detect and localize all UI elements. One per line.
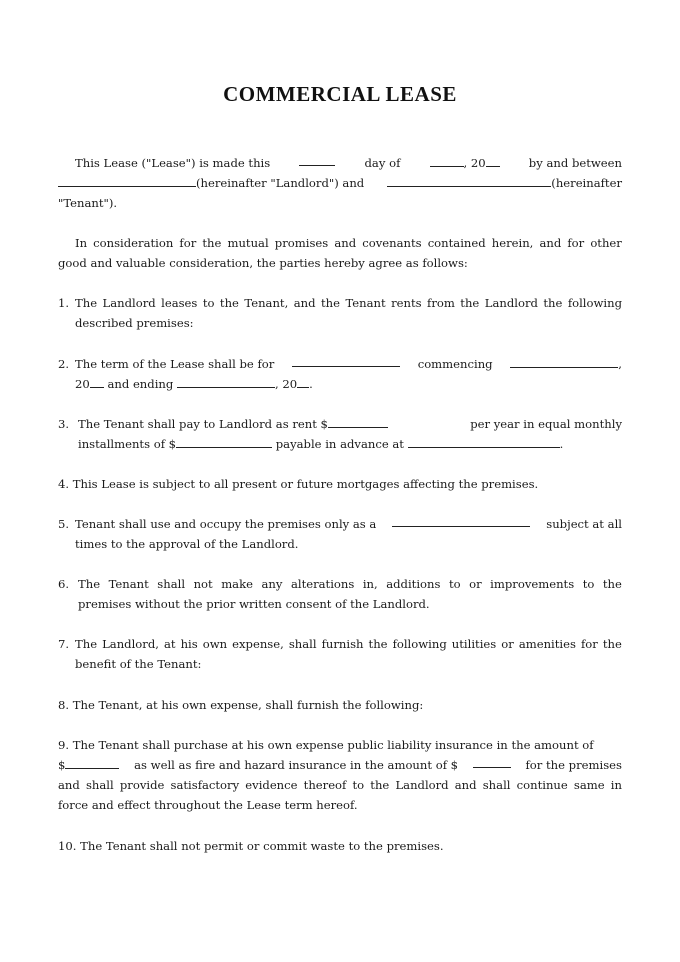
month-blank[interactable]: [430, 154, 464, 167]
clause-text: .: [309, 377, 313, 391]
clause-text: as well as fire and hazard insurance in the amount of $: [134, 758, 459, 772]
clause-text: force and effect throughout the Lease term hereof.: [58, 798, 358, 812]
intro-line-2: [58, 173, 622, 193]
clause-number: 1.: [58, 296, 70, 310]
clause-text: The term of the Lease shall be for: [75, 357, 275, 371]
clause-text: times to the approval of the Landlord.: [75, 537, 299, 551]
commence-year-blank[interactable]: [90, 375, 104, 388]
clause-text: 20: [75, 377, 90, 391]
intro-text-b: day of: [364, 156, 401, 170]
clause-number: 4.: [58, 477, 70, 491]
clause-text: benefit of the Tenant:: [75, 657, 202, 671]
landlord-name-blank[interactable]: [58, 174, 196, 187]
clause-3: [58, 414, 622, 454]
clause-text: The Tenant shall purchase at his own expense public liability insurance in the amount of: [72, 738, 594, 752]
intro-text-e: (hereinafter "Landlord") and: [196, 176, 365, 190]
clause-number: 10.: [58, 839, 77, 853]
clause-text: .: [559, 437, 564, 451]
intro-line-3: "Tenant").: [58, 196, 118, 210]
intro-paragraph: [58, 153, 622, 213]
clause-number: 3.: [58, 417, 70, 431]
clause-text: The Landlord leases to the Tenant, and the Tenant rents from the Landlord the following: [75, 296, 622, 310]
clause-text: This Lease is subject to all present or future mortgages affecting the premises.: [72, 477, 539, 491]
clause-10: [58, 836, 622, 856]
clause-8: [58, 695, 622, 715]
clause-text: premises without the prior written consent of the Landlord.: [78, 597, 430, 611]
clause-number: 8.: [58, 698, 70, 712]
use-blank[interactable]: [392, 514, 530, 527]
clause-text: The Tenant shall not permit or commit waste to the premises.: [80, 839, 444, 853]
tenant-name-blank[interactable]: [387, 174, 551, 187]
clause-text: The Tenant shall not make any alterations in, additions to or improvements to the: [78, 577, 622, 591]
clause-text: The Tenant, at his own expense, shall furnish the following:: [72, 698, 424, 712]
monthly-rent-blank[interactable]: [176, 435, 272, 448]
clause-number: 7.: [58, 637, 70, 651]
clause-text: and ending: [107, 377, 174, 391]
annual-rent-blank[interactable]: [328, 415, 388, 428]
clause-text: The Tenant shall pay to Landlord as rent $: [78, 417, 328, 431]
consideration-line-1: In consideration for the mutual promises and covenants contained herein, and for other: [75, 236, 622, 250]
commencing-blank[interactable]: [510, 355, 618, 368]
liability-amount-blank[interactable]: [65, 756, 119, 769]
clause-2-line-2: [58, 374, 622, 394]
clause-2: [58, 354, 622, 394]
intro-line-1: [58, 153, 622, 173]
clause-9: [58, 735, 622, 815]
clause-text: and shall provide satisfactory evidence thereof to the Landlord and shall continue same in: [58, 778, 622, 792]
document-title: COMMERCIAL LEASE: [223, 82, 457, 106]
year-blank[interactable]: [486, 154, 500, 167]
clause-7: [58, 634, 622, 674]
clause-text: ,: [618, 357, 622, 371]
clause-6: [58, 574, 622, 614]
clause-text: described premises:: [75, 316, 194, 330]
intro-text-c: , 20: [463, 156, 486, 170]
clause-1: [58, 293, 622, 333]
clause-text: per year in equal monthly: [470, 417, 622, 431]
term-blank[interactable]: [292, 354, 400, 367]
clause-3-line-2: [58, 434, 622, 454]
clause-5: [58, 514, 622, 554]
consideration-line-2: good and valuable consideration, the parties hereby agree as follows:: [58, 256, 468, 270]
clause-text: installments of $: [78, 437, 177, 451]
clause-text: commencing: [417, 357, 493, 371]
clause-9-line-2: [58, 755, 622, 775]
clause-number: 5.: [58, 517, 70, 531]
clause-text: The Landlord, at his own expense, shall furnish the following utilities or amenities for the: [75, 637, 622, 651]
clause-text: payable in advance at: [275, 437, 404, 451]
intro-text-f: (hereinafter: [551, 176, 622, 190]
clause-text: subject at all: [546, 517, 622, 531]
clause-text: for the premises: [525, 758, 622, 772]
clause-number: 9.: [58, 738, 70, 752]
clause-number: 2.: [58, 357, 70, 371]
day-blank[interactable]: [299, 153, 335, 166]
clause-4: [58, 474, 622, 494]
clause-text: , 20: [274, 377, 298, 391]
clause-text: $: [58, 758, 66, 772]
ending-blank[interactable]: [177, 375, 275, 388]
clause-number: 6.: [58, 577, 70, 591]
payment-location-blank[interactable]: [408, 435, 560, 448]
consideration-paragraph: [58, 233, 622, 273]
intro-text-a: This Lease ("Lease") is made this: [75, 156, 271, 170]
intro-text-d: by and between: [528, 156, 622, 170]
clause-9-line-1: [58, 735, 622, 755]
end-year-blank[interactable]: [297, 375, 309, 388]
fire-insurance-blank[interactable]: [473, 755, 511, 768]
clause-text: Tenant shall use and occupy the premises only as a: [75, 517, 377, 531]
